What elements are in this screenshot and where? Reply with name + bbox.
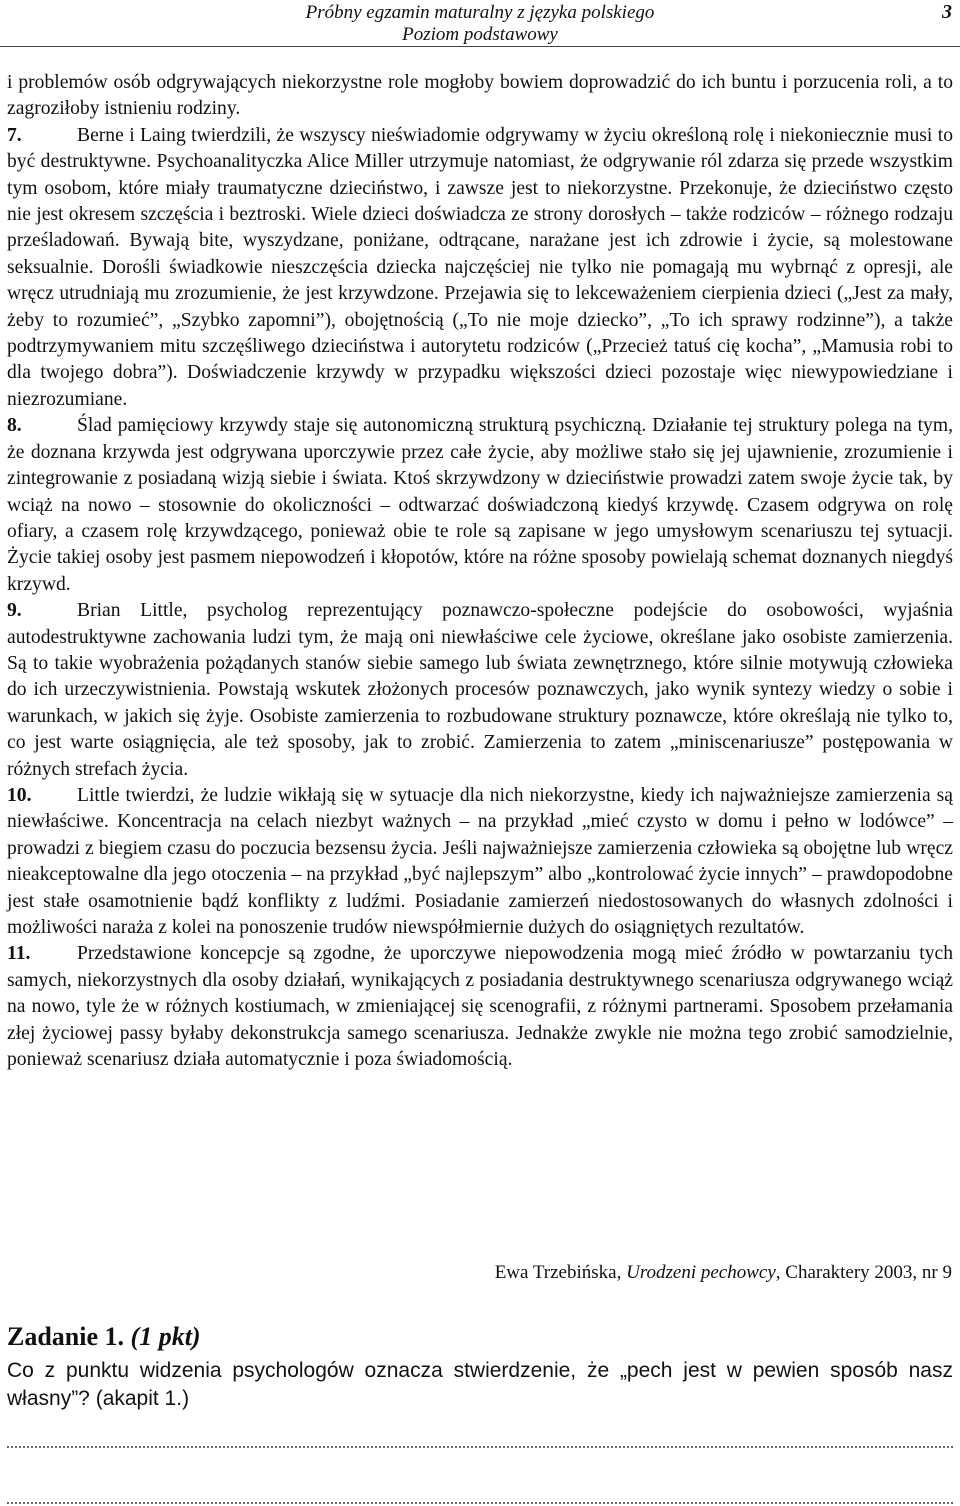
task-question: Co z punktu widzenia psychologów oznacza stwierdzenie, że „pech jest w pewien sposób nasz własny”? (akapit 1.) <box>7 1359 953 1410</box>
paragraph-8 <box>7 413 953 598</box>
paragraph-text: i problemów osób odgrywających niekorzystne role mogłoby bowiem doprowadzić do ich buntu i porzucenia roli, a to zagroziłoby istnieniu rodziny. <box>7 72 953 120</box>
page-number: 3 <box>942 1 952 23</box>
task-heading <box>7 1322 201 1352</box>
source-citation <box>495 1262 952 1284</box>
paragraph-number: 8. <box>7 415 22 437</box>
paragraph-9 <box>7 598 953 783</box>
paragraph-number: 9. <box>7 600 22 622</box>
paragraph-text: Brian Little, psycholog reprezentujący poznawczo-społeczne podejście do osobowości, wyjaśnia autodestruktywne zachowania ludzi tym, że mają oni niewłaściwe cele życiowe, określane jako osobiste zamierzenia. Są to takie wyobrażenia pożądanych stanów siebie samego lub świata zewnętrznego, które silnie motywują człowieka do ich urzeczywistnienia. Powstają wskutek złożonych procesów poznawczych, jako wynik syntezy wiedzy o sobie i warunkach, w jakich się żyje. Osobiste zamierzenia to rozbudowane struktury poznawcze, które określają nie tylko to, co jest warte osiągnięcia, ale też sposoby, jak to zrobić. Zamierzenia to zatem „miniscenariusze” postępowania w różnych strefach życia. <box>7 600 953 780</box>
task-points: (1 pkt) <box>130 1322 201 1351</box>
article-text <box>7 70 953 1073</box>
source-rest: , Charaktery 2003, nr 9 <box>775 1262 952 1283</box>
source-author: Ewa Trzebińska, <box>494 1262 622 1283</box>
paragraph-11 <box>7 941 953 1073</box>
paragraph-number: 7. <box>7 124 22 146</box>
paragraph-text: Ślad pamięciowy krzywdy staje się autonomiczną strukturą psychiczną. Działanie tej struktury polega na tym, że doznana krzywda jest odgrywana uporczywie przez całe życie, aby możliwe stało się jej ujawnienie, zrozumienie i zintegrowanie z posiadaną wizją siebie i świata. Ktoś skrzywdzony w dzieciństwie prowadzi zatem swoje życie tak, by wciąż na nowo – stosownie do okoliczności – odtwarzać doświadczoną kiedyś krzywdę. Czasem odgrywa on rolę ofiary, a czasem rolę krzywdzącego, ponieważ obie te role są zapisane w jego umysłowym scenariuszu tej sytuacji. Życie takiej osoby jest pasmem niepowodzeń i kłopotów, które na różne sposoby powielają schemat doznanych niegdyś krzywd. <box>7 415 953 595</box>
exam-title: Próbny egzamin maturalny z języka polskiego <box>305 2 655 23</box>
answer-line[interactable] <box>7 1446 953 1448</box>
source-work: Urodzeni pechowcy <box>626 1262 776 1283</box>
paragraph-text: Berne i Laing twierdzili, że wszyscy nieświadomie odgrywamy w życiu określoną rolę i niekoniecznie musi to być destruktywne. Psychoanalityczka Alice Miller utrzymuje natomiast, że odgrywanie ról zdarza się przede wszystkim tym osobom, które miały traumatyczne dzieciństwo, i zawsze jest to niekorzystne. Przekonuje, że dzieciństwo często nie jest okresem szczęścia i beztroski. Wiele dzieci doświadcza ze strony dorosłych – także rodziców – różnego rodzaju prześladowań. Bywają bite, wyszydzane, poniżane, odtrącane, narażane jest ich zdrowie i życie, są molestowane seksualnie. Dorośli świadkowie nieszczęścia dziecka najczęściej nie tylko nie pomagają mu wybrnąć z opresji, ale wręcz utrudniają mu zrozumienie, że jest krzywdzone. Przejawia się to lekceważeniem cierpienia dzieci („Jest za mały, żeby to rozumieć”, „Szybko zapomni”), obojętnością („To nie moje dziecko”, „To ich sprawy rodzinne”), a także podtrzymywaniem mitu szczęśliwego dzieciństwa i autorytetu rodziców („Przecież tatuś cię kocha”, „Mamusia robi to dla twojego dobra”). Doświadczenie krzywdy w przypadku większości dzieci pozostaje więc niewypowiedziane i niezrozumiane. <box>7 124 953 410</box>
paragraph-number: 10. <box>7 784 32 806</box>
exam-level: Poziom podstawowy <box>402 24 558 45</box>
paragraph-number: 11. <box>7 943 31 965</box>
paragraph-text: Przedstawione koncepcje są zgodne, że uporczywe niepowodzenia mogą mieć źródło w powtarzaniu tych samych, niekorzystnych dla osoby działań, wynikających z posiadania destruktywnego scenariusza odgrywanego wciąż na nowo, tyle że w różnych kostiumach, w zmieniającej się scenografii, z różnymi partnerami. Sposobem przełamania złej życiowej passy byłaby dekonstrukcja samego scenariusza. Jednakże zwykle nie można tego zrobić samodzielnie, ponieważ scenariusz działa automatycznie i poza świadomością. <box>7 943 953 1071</box>
paragraph-10 <box>7 783 953 941</box>
answer-line[interactable] <box>7 1502 953 1504</box>
paragraph-7 <box>7 123 953 413</box>
page-header <box>0 0 960 47</box>
paragraph-continuation <box>7 70 953 123</box>
task-number: Zadanie 1. <box>7 1322 125 1351</box>
paragraph-text: Little twierdzi, że ludzie wikłają się w sytuacje dla nich niekorzystne, kiedy ich najważniejsze zamierzenia są niewłaściwe. Koncentracja na celach niezbyt ważnych – na przykład „mieć czysto w domu i pełno w lodówce” – prowadzi z biegiem czasu do poczucia bezsensu życia. Jeśli najważniejsze zamierzenia człowieka są obojętne lub wręcz nieakceptowalne dla jego otoczenia – na przykład „być najlepszym” albo „kontrolować życie innych” – prawdopodobne jest stałe osamotnienie bądź konflikty z ludźmi. Posiadanie zamierzeń niedostosowanych do własnych zdolności i możliwości naraża z kolei na ponoszenie trudów niewspółmiernie dużych do osiągniętych rezultatów. <box>7 784 953 938</box>
